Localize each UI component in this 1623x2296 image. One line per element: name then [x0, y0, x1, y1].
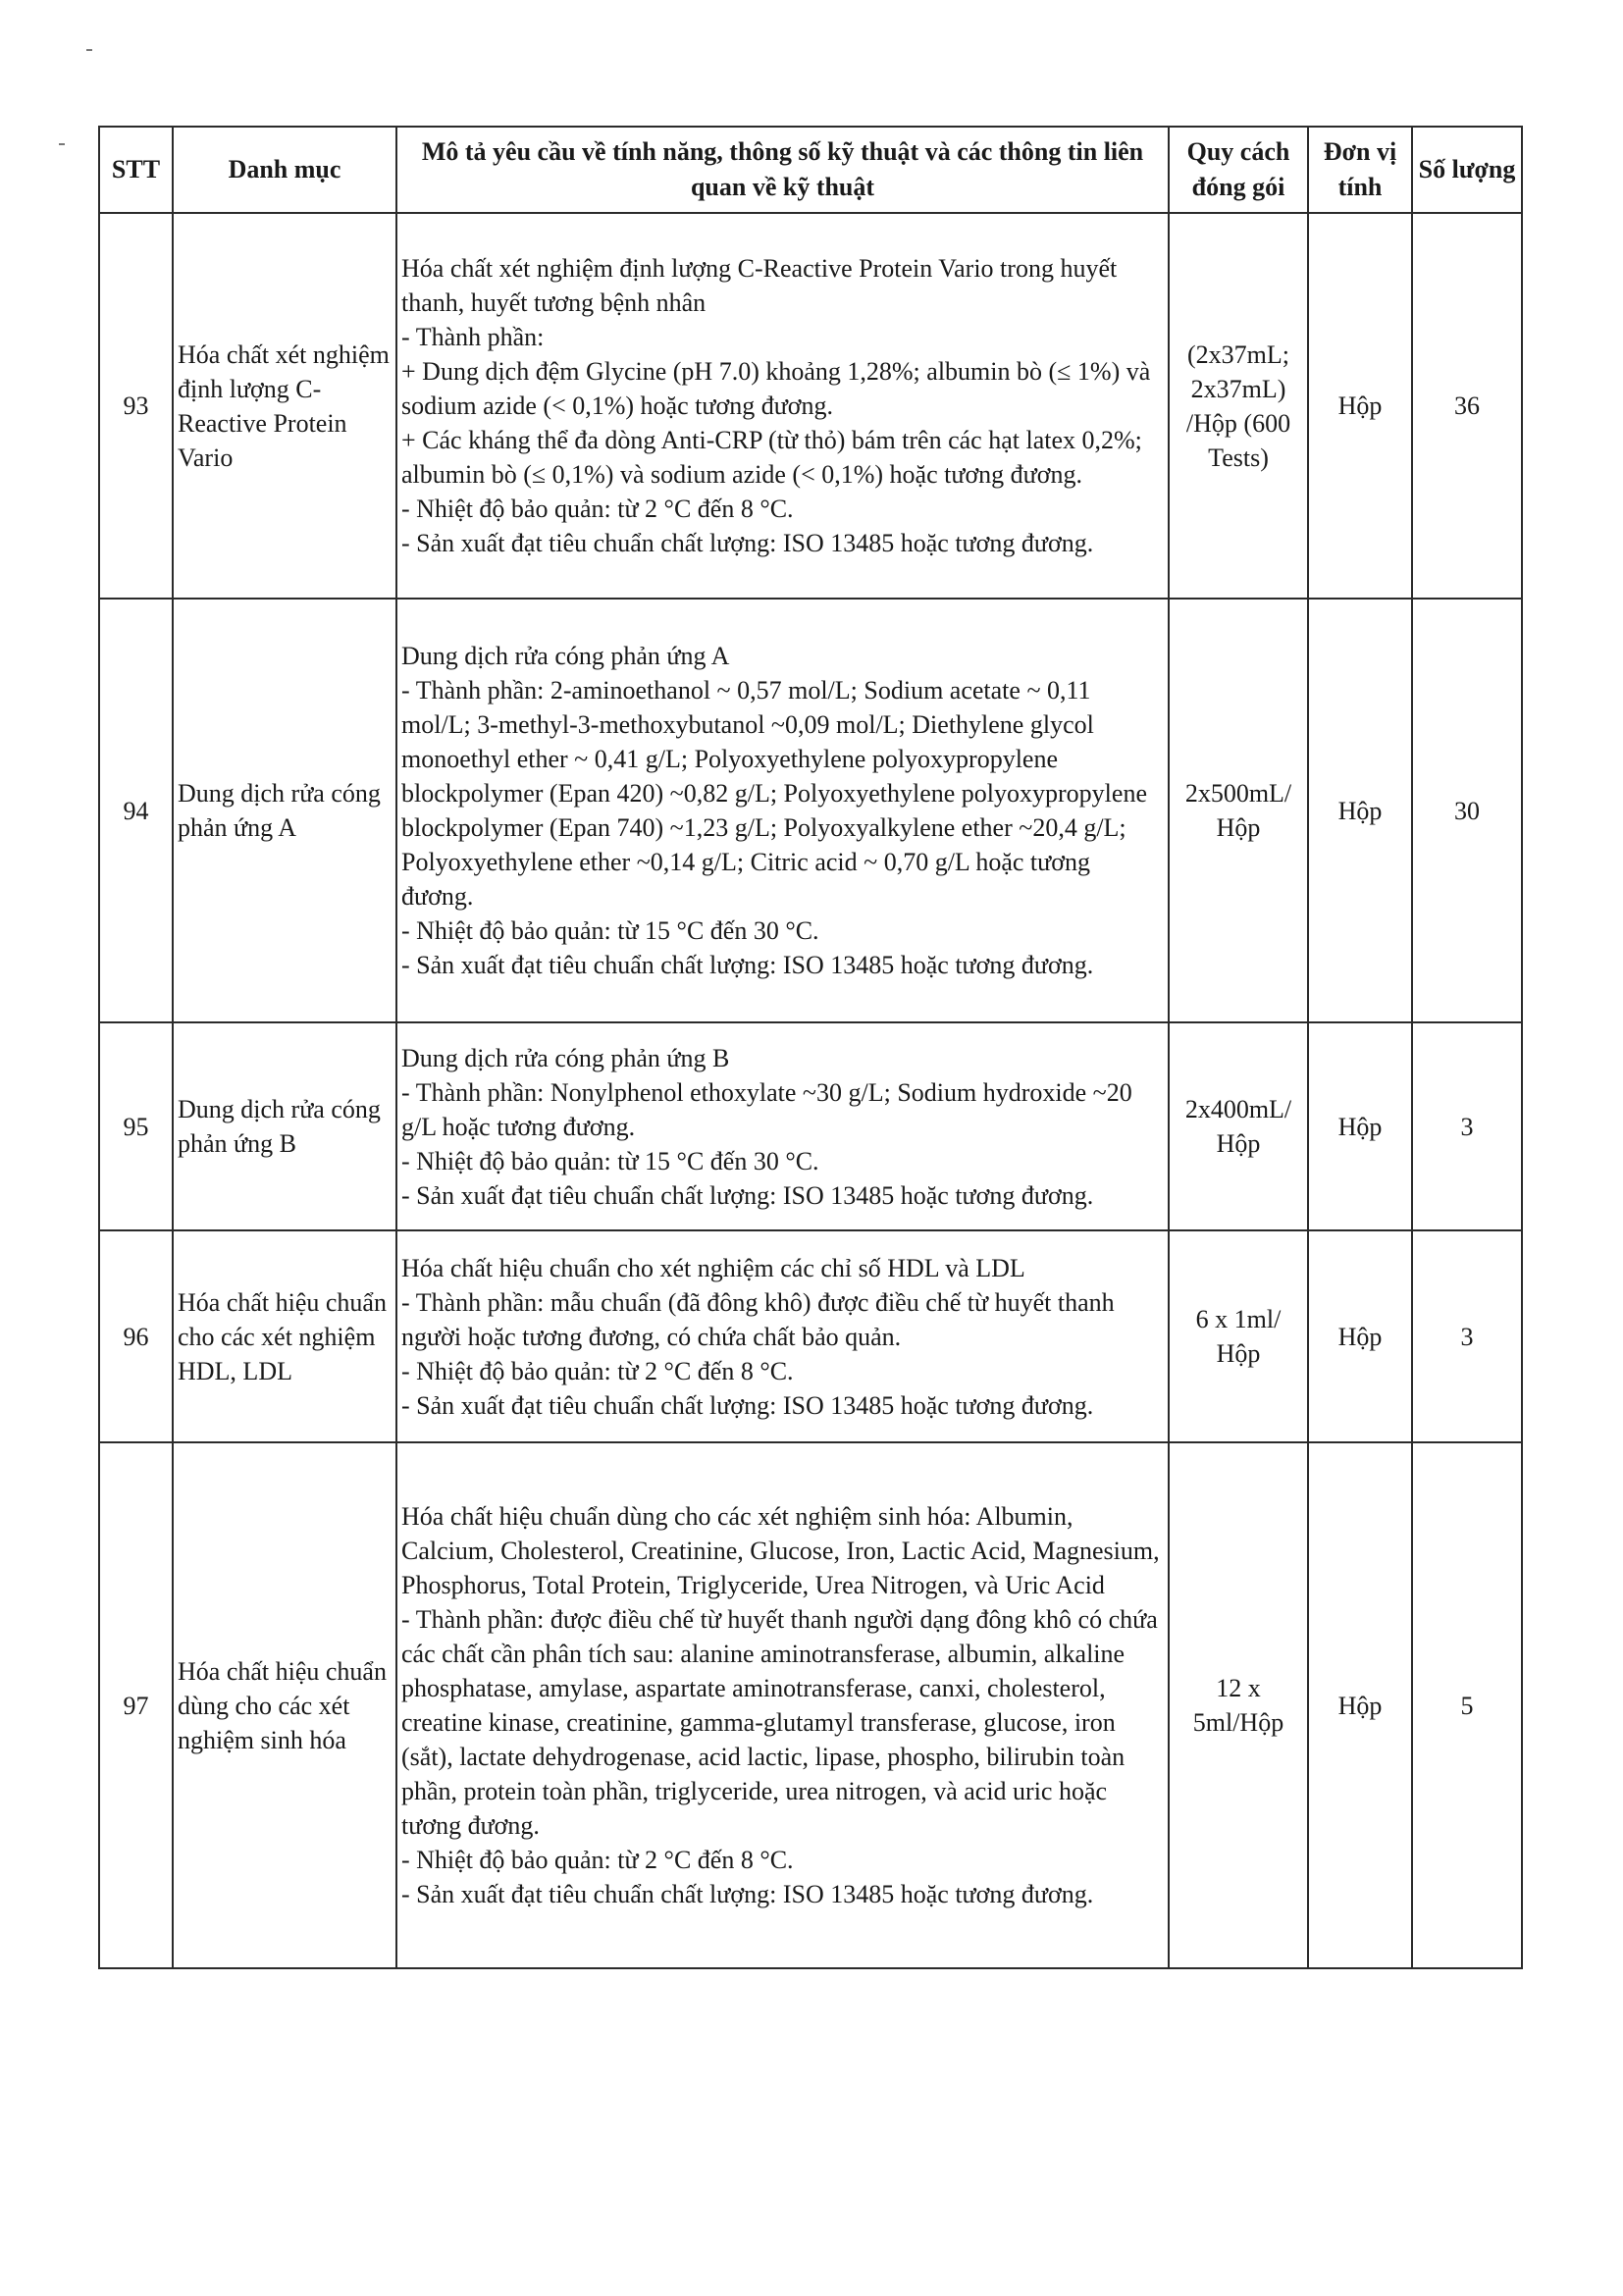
header-description: Mô tả yêu cầu về tính năng, thông số kỹ thuật và các thông tin liên quan về kỹ thuật — [396, 127, 1169, 213]
row-quantity: 3 — [1412, 1230, 1522, 1442]
row-stt: 96 — [99, 1230, 173, 1442]
row-quantity: 36 — [1412, 213, 1522, 599]
row-packaging: 2x400mL/ Hộp — [1169, 1022, 1308, 1230]
row-stt: 93 — [99, 213, 173, 599]
header-stt: STT — [99, 127, 173, 213]
row-description: Hóa chất xét nghiệm định lượng C-Reactive Protein Vario trong huyết thanh, huyết tương bệnh nhân - Thành phần: + Dung dịch đệm Glycine (pH 7.0) khoảng 1,28%; albumin bò (≤ 1%) và sodium azide (< 0,1%) hoặc tương đương. + Các kháng thể đa dòng Anti-CRP (từ thỏ) bám trên các hạt latex 0,2%; albumin bò (≤ 0,1%) và sodium azide (< 0,1%) hoặc tương đương. - Nhiệt độ bảo quản: từ 2 °C đến 8 °C. - Sản xuất đạt tiêu chuẩn chất lượng: ISO 13485 hoặc tương đương. — [396, 213, 1169, 599]
row-quantity: 5 — [1412, 1442, 1522, 1968]
table-row — [99, 1442, 1522, 1968]
row-packaging: (2x37mL; 2x37mL) /Hộp (600 Tests) — [1169, 213, 1308, 599]
header-category: Danh mục — [173, 127, 396, 213]
row-quantity: 3 — [1412, 1022, 1522, 1230]
row-category: Hóa chất xét nghiệm định lượng C-Reactive Protein Vario — [173, 213, 396, 599]
scan-mark — [59, 143, 65, 145]
row-unit: Hộp — [1308, 599, 1412, 1022]
row-unit: Hộp — [1308, 1442, 1412, 1968]
row-quantity: 30 — [1412, 599, 1522, 1022]
scan-mark — [86, 49, 92, 51]
row-description: Hóa chất hiệu chuẩn cho xét nghiệm các chỉ số HDL và LDL - Thành phần: mẫu chuẩn (đã đông khô) được điều chế từ huyết thanh người hoặc tương đương, có chứa chất bảo quản. - Nhiệt độ bảo quản: từ 2 °C đến 8 °C. - Sản xuất đạt tiêu chuẩn chất lượng: ISO 13485 hoặc tương đương. — [396, 1230, 1169, 1442]
row-description: Hóa chất hiệu chuẩn dùng cho các xét nghiệm sinh hóa: Albumin, Calcium, Cholesterol, Creatinine, Glucose, Iron, Lactic Acid, Magnesium, Phosphorus, Total Protein, Triglyceride, Urea Nitrogen, và Uric Acid - Thành phần: được điều chế từ huyết thanh người dạng đông khô có chứa các chất cần phân tích sau: alanine aminotransferase, albumin, alkaline phosphatase, amylase, aspartate aminotransferase, canxi, cholesterol, creatine kinase, creatinine, gamma-glutamyl transferase, glucose, iron (sắt), lactate dehydrogenase, acid lactic, lipase, phospho, bilirubin toàn phần, protein toàn phần, triglyceride, urea nitrogen, và acid uric hoặc tương đương. - Nhiệt độ bảo quản: từ 2 °C đến 8 °C. - Sản xuất đạt tiêu chuẩn chất lượng: ISO 13485 hoặc tương đương. — [396, 1442, 1169, 1968]
header-packaging: Quy cách đóng gói — [1169, 127, 1308, 213]
header-quantity: Số lượng — [1412, 127, 1522, 213]
table-row — [99, 599, 1522, 1022]
row-category: Hóa chất hiệu chuẩn cho các xét nghiệm HDL, LDL — [173, 1230, 396, 1442]
row-packaging: 2x500mL/ Hộp — [1169, 599, 1308, 1022]
header-unit: Đơn vị tính — [1308, 127, 1412, 213]
row-description: Dung dịch rửa cóng phản ứng A - Thành phần: 2-aminoethanol ~ 0,57 mol/L; Sodium acetate ~ 0,11 mol/L; 3-methyl-3-methoxybutanol ~0,09 mol/L; Diethylene glycol monoethyl ether ~ 0,41 g/L; Polyoxyethylene polyoxypropylene blockpolymer (Epan 420) ~0,82 g/L; Polyoxyethylene polyoxypropylene blockpolymer (Epan 740) ~1,23 g/L; Polyoxyalkylene ether ~20,4 g/L; Polyoxyethylene ether ~0,14 g/L; Citric acid ~ 0,70 g/L hoặc tương đương. - Nhiệt độ bảo quản: từ 15 °C đến 30 °C. - Sản xuất đạt tiêu chuẩn chất lượng: ISO 13485 hoặc tương đương. — [396, 599, 1169, 1022]
row-category: Dung dịch rửa cóng phản ứng B — [173, 1022, 396, 1230]
row-category: Dung dịch rửa cóng phản ứng A — [173, 599, 396, 1022]
row-packaging: 6 x 1ml/ Hộp — [1169, 1230, 1308, 1442]
table-header-row — [99, 127, 1522, 213]
row-stt: 95 — [99, 1022, 173, 1230]
row-unit: Hộp — [1308, 213, 1412, 599]
row-stt: 97 — [99, 1442, 173, 1968]
row-packaging: 12 x 5ml/Hộp — [1169, 1442, 1308, 1968]
row-description: Dung dịch rửa cóng phản ứng B - Thành phần: Nonylphenol ethoxylate ~30 g/L; Sodium hydroxide ~20 g/L hoặc tương đương. - Nhiệt độ bảo quản: từ 15 °C đến 30 °C. - Sản xuất đạt tiêu chuẩn chất lượng: ISO 13485 hoặc tương đương. — [396, 1022, 1169, 1230]
row-unit: Hộp — [1308, 1022, 1412, 1230]
table-row — [99, 213, 1522, 599]
table-row — [99, 1022, 1522, 1230]
specification-table — [98, 126, 1523, 1969]
table-row — [99, 1230, 1522, 1442]
row-unit: Hộp — [1308, 1230, 1412, 1442]
row-stt: 94 — [99, 599, 173, 1022]
row-category: Hóa chất hiệu chuẩn dùng cho các xét nghiệm sinh hóa — [173, 1442, 396, 1968]
